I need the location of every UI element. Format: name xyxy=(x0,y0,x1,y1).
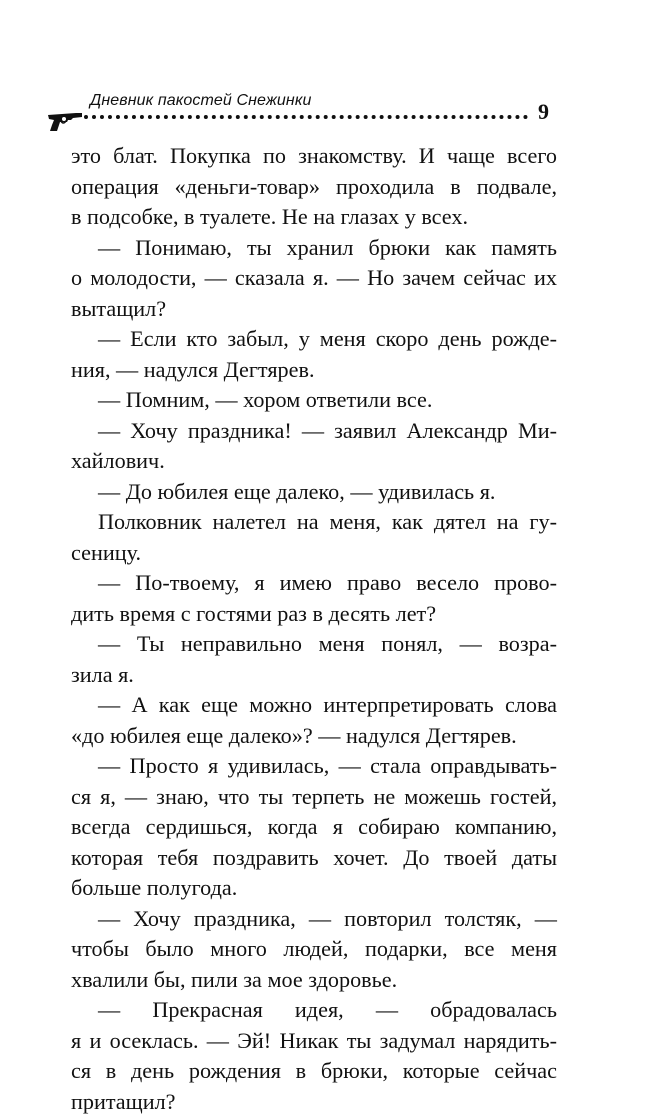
text-line: зила я. xyxy=(71,660,557,691)
text-line: в подсобке, в туалете. Не на глазах у всех. xyxy=(71,202,557,233)
running-title: Дневник пакостей Снежинки xyxy=(90,92,312,110)
text-line: о молодости, — сказала я. — Но зачем сейчас их xyxy=(71,263,557,294)
text-line: вытащил? xyxy=(71,294,557,325)
text-line: — Если кто забыл, у меня скоро день рожде- xyxy=(71,324,557,355)
text-line: — Прекрасная идея, — обрадовалась xyxy=(71,995,557,1026)
body-text xyxy=(71,141,557,1117)
text-line: я и осеклась. — Эй! Никак ты задумал нарядить- xyxy=(71,1026,557,1057)
revolver-icon xyxy=(46,108,86,132)
text-line: сеницу. xyxy=(71,538,557,569)
text-line: хайлович. xyxy=(71,446,557,477)
text-line: это блат. Покупка по знакомству. И чаще всего xyxy=(71,141,557,172)
text-line: операция «деньги-товар» проходила в подвале, xyxy=(71,172,557,203)
text-line: больше полугода. xyxy=(71,873,557,904)
text-line: ся в день рождения в брюки, которые сейчас xyxy=(71,1056,557,1087)
text-line: — Хочу праздника! — заявил Александр Ми- xyxy=(71,416,557,447)
text-line: — По-твоему, я имею право весело прово- xyxy=(71,568,557,599)
text-line: которая тебя поздравить хочет. До твоей даты xyxy=(71,843,557,874)
text-line: «до юбилея еще далеко»? — надулся Дегтярев. xyxy=(71,721,557,752)
text-line: Полковник налетел на меня, как дятел на гу- xyxy=(71,507,557,538)
page-number: 9 xyxy=(538,99,549,125)
text-line: — Ты неправильно меня понял, — возра- xyxy=(71,629,557,660)
text-line: дить время с гостями раз в десять лет? xyxy=(71,599,557,630)
text-line: — Хочу праздника, — повторил толстяк, — xyxy=(71,904,557,935)
text-line: — Понимаю, ты хранил брюки как память xyxy=(71,233,557,264)
text-line: хвалили бы, пили за мое здоровье. xyxy=(71,965,557,996)
dotted-rule xyxy=(84,115,528,119)
text-line: ния, — надулся Дегтярев. xyxy=(71,355,557,386)
text-line: — До юбилея еще далеко, — удивилась я. xyxy=(71,477,557,508)
text-line: притащил? xyxy=(71,1087,557,1117)
text-line: — А как еще можно интерпретировать слова xyxy=(71,690,557,721)
text-line: — Просто я удивилась, — стала оправдывать- xyxy=(71,751,557,782)
text-line: чтобы было много людей, подарки, все меня xyxy=(71,934,557,965)
text-line: ся я, — знаю, что ты терпеть не можешь гостей, xyxy=(71,782,557,813)
text-line: всегда сердишься, когда я собираю компанию, xyxy=(71,812,557,843)
text-line: — Помним, — хором ответили все. xyxy=(71,385,557,416)
